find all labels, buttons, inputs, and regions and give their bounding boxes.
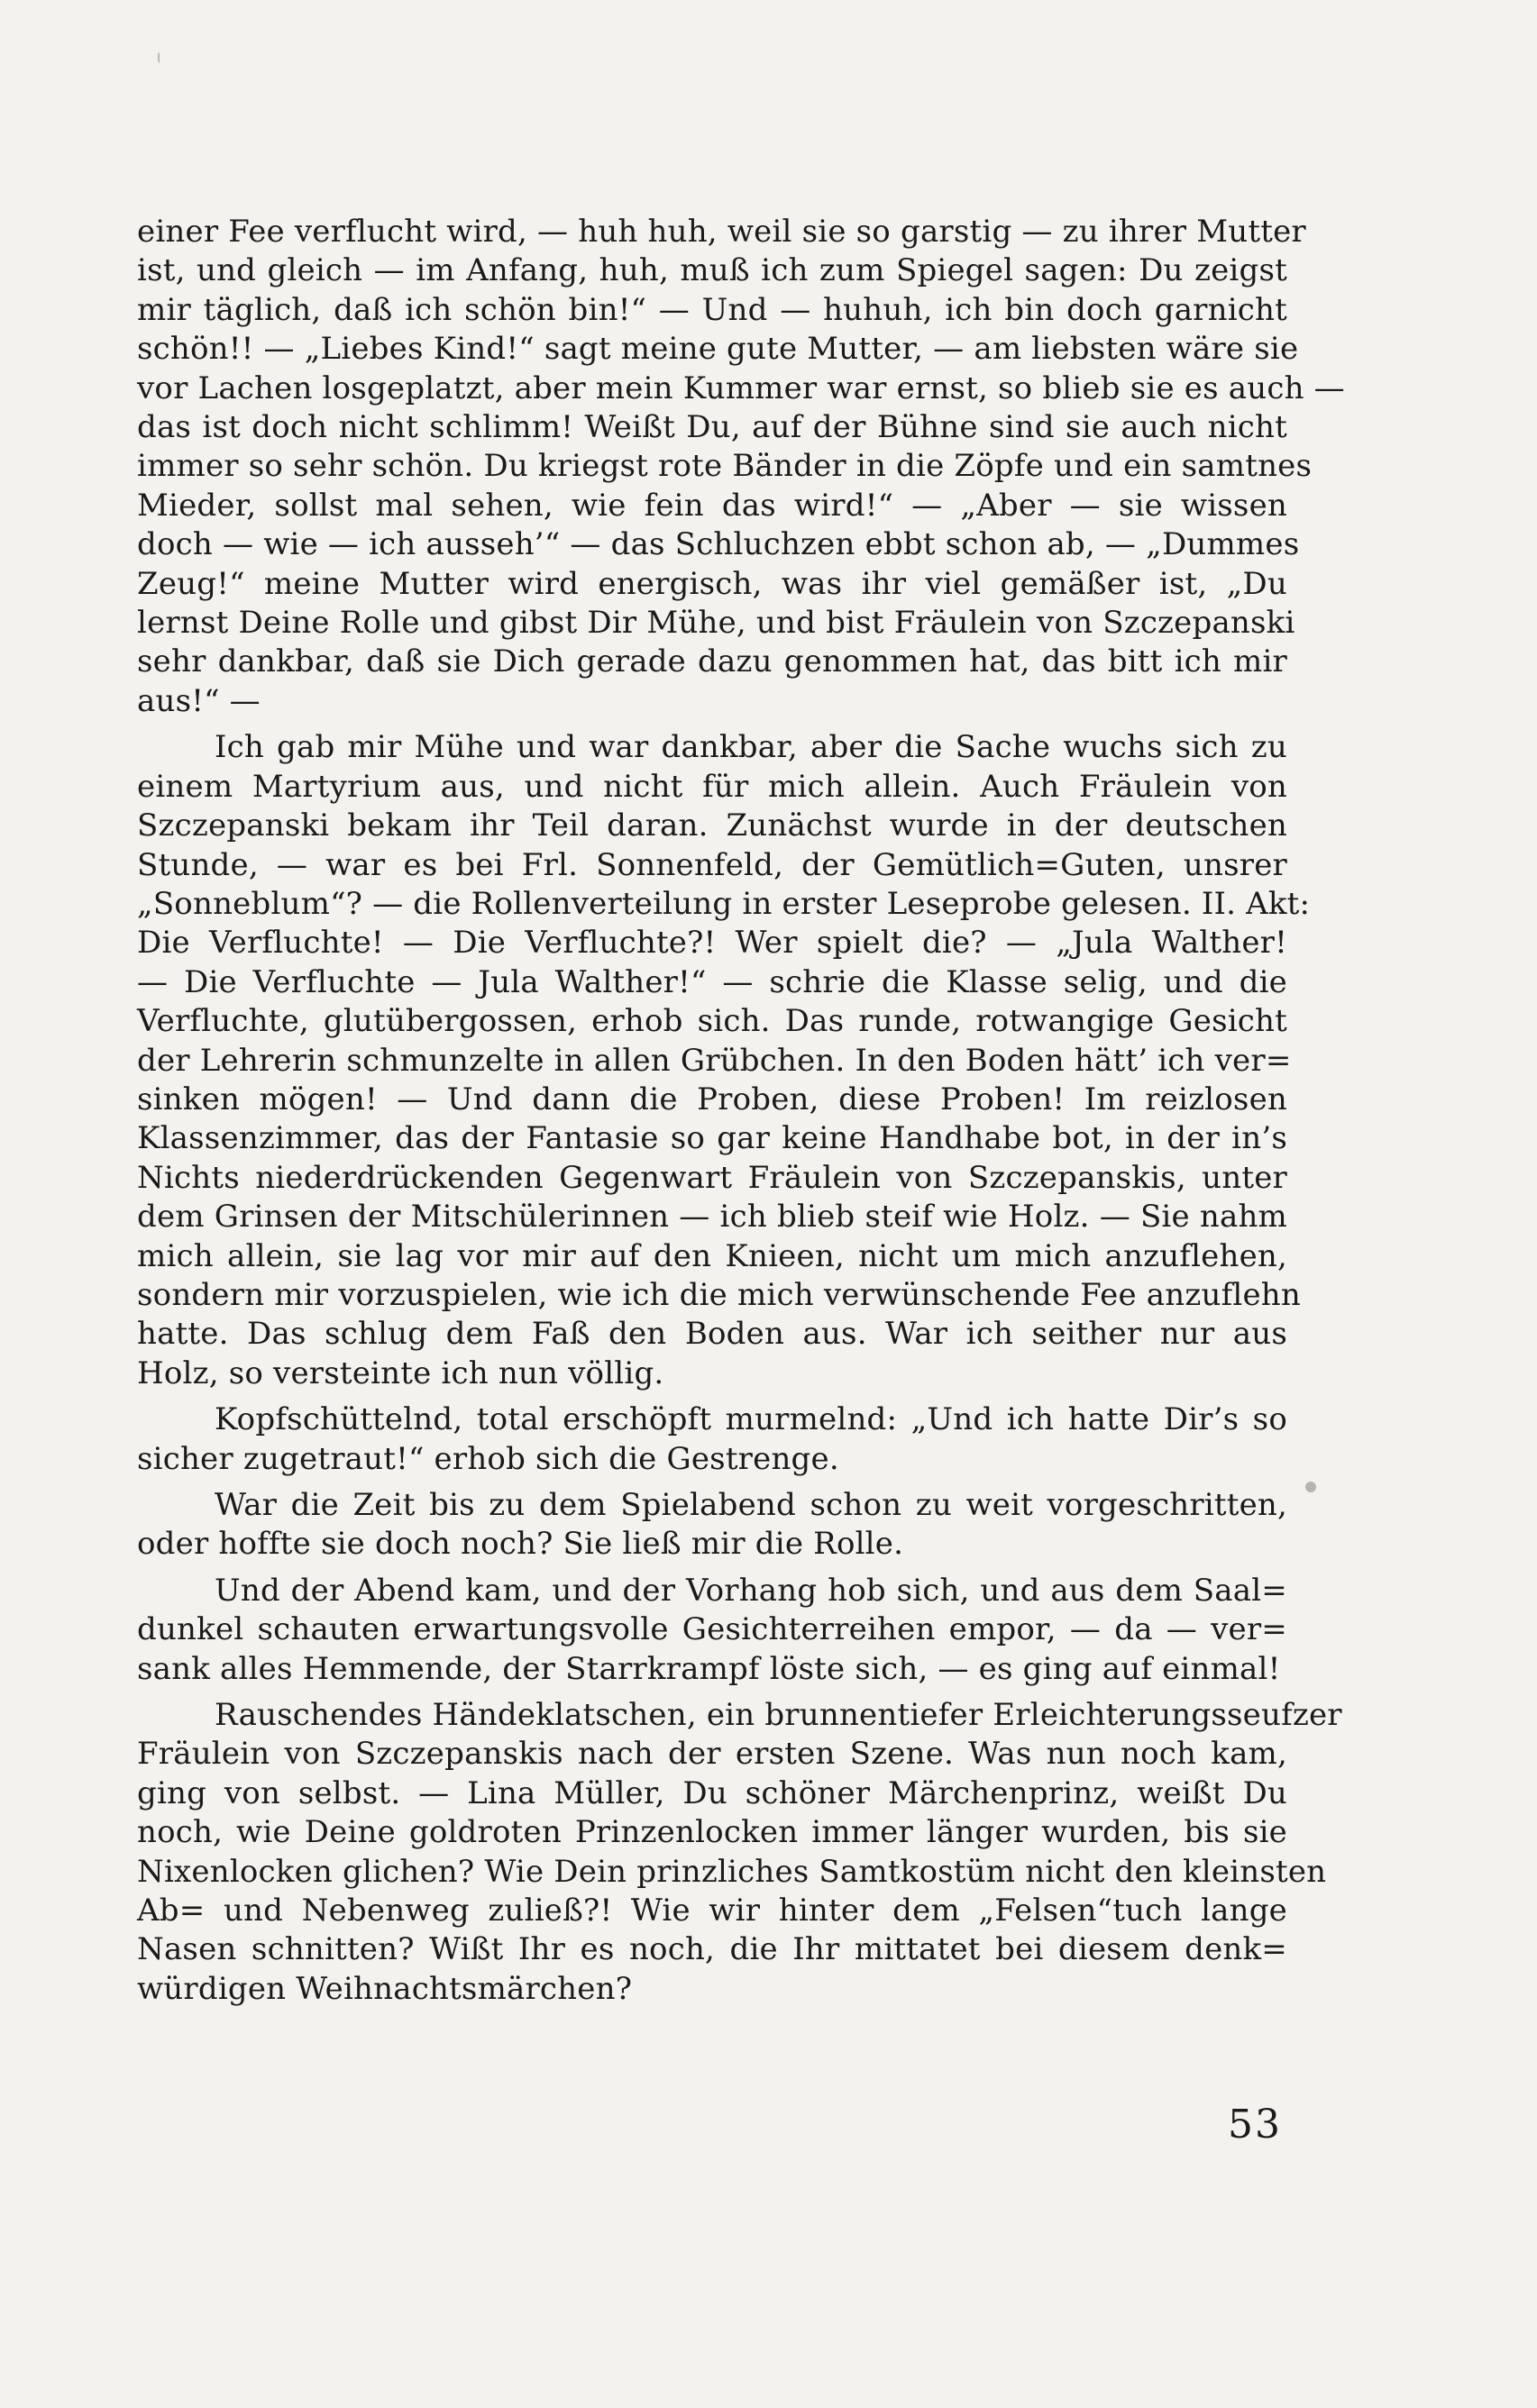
paper-speck: [1305, 1482, 1316, 1492]
text-line: Nixenlocken glichen? Wie Dein prinzliches Samtkostüm nicht den kleinsten: [137, 1853, 1327, 1890]
text-line: mich allein, sie lag vor mir auf den Knieen, nicht um mich anzuflehen,: [137, 1237, 1287, 1274]
paragraph: [137, 1696, 1342, 2009]
text-line: sank alles Hemmende, der Starrkrampf löste sich, — es ging auf einmal!: [137, 1650, 1281, 1687]
text-line: noch, wie Deine goldroten Prinzenlocken immer länger wurden, bis sie: [137, 1814, 1287, 1851]
text-line: dunkel schauten erwartungsvolle Gesichterreihen empor, — da — ver=: [137, 1611, 1287, 1648]
text-line: Szczepanski bekam ihr Teil daran. Zunächst wurde in der deutschen: [137, 807, 1287, 844]
text-line: sinken mögen! — Und dann die Proben, diese Proben! Im reizlosen: [137, 1081, 1287, 1117]
paragraph: [137, 1572, 1287, 1689]
text-line: ist, und gleich — im Anfang, huh, muß ich zum Spiegel sagen: Du zeigst: [137, 252, 1287, 289]
paragraph-gap: [137, 1689, 1287, 1696]
text-line: oder hoffte sie doch noch? Sie ließ mir die Rolle.: [137, 1526, 904, 1563]
text-line: Nichts niederdrückenden Gegenwart Fräulein von Szczepanskis, unter: [137, 1159, 1287, 1196]
text-line: lernst Deine Rolle und gibst Dir Mühe, und bist Fräulein von Szczepanski: [137, 605, 1295, 642]
text-line: „Sonneblum“? — die Rollenverteilung in erster Leseprobe gelesen. II. Akt:: [137, 885, 1311, 922]
text-line: ging von selbst. — Lina Müller, Du schöner Märchenprinz, weißt Du: [137, 1774, 1287, 1811]
paragraph: [137, 213, 1345, 721]
paragraph: [137, 728, 1311, 1393]
text-line: Rauschendes Händeklatschen, ein brunnentiefer Erleichterungsseufzer: [215, 1697, 1342, 1734]
text-line: Zeug!“ meine Mutter wird energisch, was ihr viel gemäßer ist, „Du: [137, 565, 1287, 602]
text-line: vor Lachen losgeplatzt, aber mein Kummer war ernst, so blieb sie es auch —: [137, 369, 1345, 406]
paragraph-gap: [137, 1564, 1287, 1572]
text-line: Mieder, sollst mal sehen, wie fein das wird!“ — „Aber — sie wissen: [137, 487, 1287, 524]
scan-mark: [158, 52, 165, 63]
text-line: War die Zeit bis zu dem Spielabend schon zu weit vorgeschritten,: [215, 1487, 1287, 1523]
text-line: das ist doch nicht schlimm! Weißt Du, auf der Bühne sind sie auch nicht: [137, 409, 1287, 446]
page-number: 53: [1228, 2102, 1282, 2148]
text-line: schön!! — „Liebes Kind!“ sagt meine gute Mutter, — am liebsten wäre sie: [137, 331, 1299, 368]
paragraph-gap: [137, 1393, 1287, 1400]
text-line: Fräulein von Szczepanskis nach der ersten Szene. Was nun noch kam,: [137, 1736, 1287, 1773]
text-line: sehr dankbar, daß sie Dich gerade dazu genommen hat, das bitt ich mir: [137, 643, 1287, 680]
text-line: sicher zugetraut!“ erhob sich die Gestrenge.: [137, 1440, 839, 1477]
text-line: Verfluchte, glutübergossen, erhob sich. Das runde, rotwangige Gesicht: [137, 1003, 1287, 1040]
text-line: Kopfschüttelnd, total erschöpft murmelnd: „Und ich hatte Dir’s so: [215, 1401, 1287, 1438]
text-line: hatte. Das schlug dem Faß den Boden aus. War ich seither nur aus: [137, 1316, 1287, 1353]
body-text: [137, 213, 1345, 2009]
text-line: — Die Verfluchte — Jula Walther!“ — schrie die Klasse selig, und die: [137, 963, 1287, 1000]
text-line: immer so sehr schön. Du kriegst rote Bänder in die Zöpfe und ein samtnes: [137, 448, 1313, 485]
text-line: Holz, so versteinte ich nun völlig.: [137, 1354, 664, 1391]
text-line: Ab= und Nebenweg zuließ?! Wie wir hinter dem „Felsen“tuch lange: [137, 1893, 1287, 1929]
paragraph-gap: [137, 721, 1287, 728]
paragraph-gap: [137, 1479, 1287, 1486]
text-line: Und der Abend kam, und der Vorhang hob sich, und aus dem Saal=: [215, 1572, 1287, 1609]
text-line: mir täglich, daß ich schön bin!“ — Und — huhuh, ich bin doch garnicht: [137, 291, 1287, 328]
text-line: einem Martyrium aus, und nicht für mich allein. Auch Fräulein von: [137, 768, 1287, 805]
text-line: Nasen schnitten? Wißt Ihr es noch, die Ihr mittatet bei diesem denk=: [137, 1931, 1287, 1968]
paragraph: [137, 1486, 1287, 1564]
paragraph: [137, 1400, 1287, 1479]
text-line: doch — wie — ich ausseh’“ — das Schluchzen ebbt schon ab, — „Dummes: [137, 526, 1300, 563]
text-line: sondern mir vorzuspielen, wie ich die mich verwünschende Fee anzuflehn: [137, 1276, 1301, 1313]
text-line: der Lehrerin schmunzelte in allen Grübchen. In den Boden hätt’ ich ver=: [137, 1042, 1292, 1079]
text-line: würdigen Weihnachtsmärchen?: [137, 1970, 633, 2007]
text-line: aus!“ —: [137, 682, 261, 719]
text-line: Klassenzimmer, das der Fantasie so gar keine Handhabe bot, in der in’s: [137, 1120, 1287, 1157]
text-line: Die Verfluchte! — Die Verfluchte?! Wer spielt die? — „Jula Walther!: [137, 925, 1287, 962]
text-line: Stunde, — war es bei Frl. Sonnenfeld, der Gemütlich=Guten, unsrer: [137, 846, 1287, 883]
text-line: Ich gab mir Mühe und war dankbar, aber die Sache wuchs sich zu: [215, 729, 1287, 766]
text-line: dem Grinsen der Mitschülerinnen — ich blieb steif wie Holz. — Sie nahm: [137, 1199, 1287, 1236]
text-line: einer Fee verflucht wird, — huh huh, weil sie so garstig — zu ihrer Mutter: [137, 214, 1306, 250]
